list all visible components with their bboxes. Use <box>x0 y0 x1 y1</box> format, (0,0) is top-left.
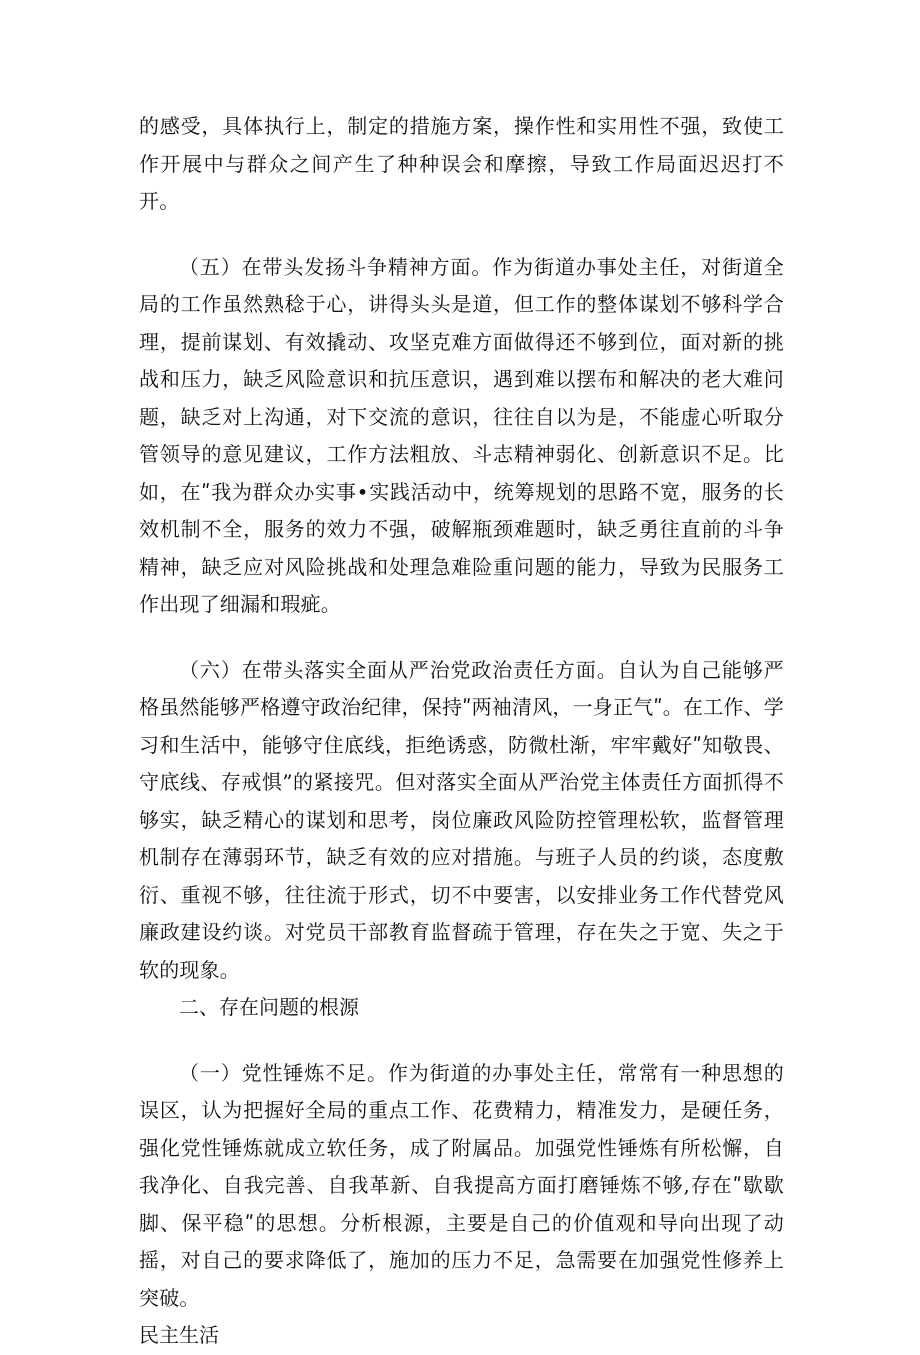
paragraph-section-5: （五）在带头发扬斗争精神方面。作为街道办事处主任，对街道全局的工作虽然熟稔于心，讲得头头是道，但工作的整体谋划不够科学合理，提前谋划、有效撬动、攻坚克难方面做得还不够到位，面对新的挑战和压力，缺乏风险意识和抗压意识，遇到难以摆布和解决的老大难问题，缺乏对上沟通，对下交流的意识，往往自以为是，不能虚心听取分管领导的意见建议，工作方法粗放、斗志精神弱化、创新意识不足。比如，在ʺ我为群众办实事•实践活动中，统筹规划的思路不宽，服务的长效机制不全，服务的效力不强，破解瓶颈难题时，缺乏勇往直前的斗争精神，缺乏应对风险挑战和处理急难险重问题的能力，导致为民服务工作出现了细漏和瑕疵。 <box>139 254 784 616</box>
section-heading-root-causes: 二、存在问题的根源 <box>179 995 359 1019</box>
footer-label: 民主生活 <box>139 1323 219 1347</box>
document-page <box>139 108 784 1355</box>
paragraph-continuation: 的感受，具体执行上，制定的措施方案，操作性和实用性不强，致使工作开展中与群众之间产生了种种误会和摩擦，导致工作局面迟迟打不开。 <box>139 114 784 213</box>
paragraph-section-6: （六）在带头落实全面从严治党政治责任方面。自认为自己能够严格虽然能够严格遵守政治纪律，保持ʺ两袖清风，一身正气ʺ。在工作、学习和生活中，能够守住底线，拒绝诱惑，防微杜渐，牢牢戴好ʺ知敬畏、守底线、存戒惧”的紧接咒。但对落实全面从严治党主体责任方面抓得不够实，缺乏精心的谋划和思考，岗位廉政风险防控管理松软，监督管理机制存在薄弱环节，缺乏有效的应对措施。与班子人员的约谈，态度敷衍、重视不够，往往流于形式，切不中要害，以安排业务工作代替党风廉政建设约谈。对党员干部教育监督疏于管理，存在失之于宽、失之于软的现象。 <box>139 657 784 982</box>
paragraph-party-spirit: （一）党性锤炼不足。作为街道的办事处主任，常常有一种思想的误区，认为把握好全局的重点工作、花费精力，精准发力，是硬任务，强化党性锤炼就成立软任务，成了附属品。加强党性锤炼有所松懈，自我净化、自我完善、自我革新、自我提高方面打磨锤炼不够,存在ʺ歇歇脚、保平稳ʺ的思想。分析根源，主要是自己的价值观和导向出现了动摇，对自己的要求降低了，施加的压力不足，急需要在加强党性修养上突破。 <box>139 1060 784 1310</box>
